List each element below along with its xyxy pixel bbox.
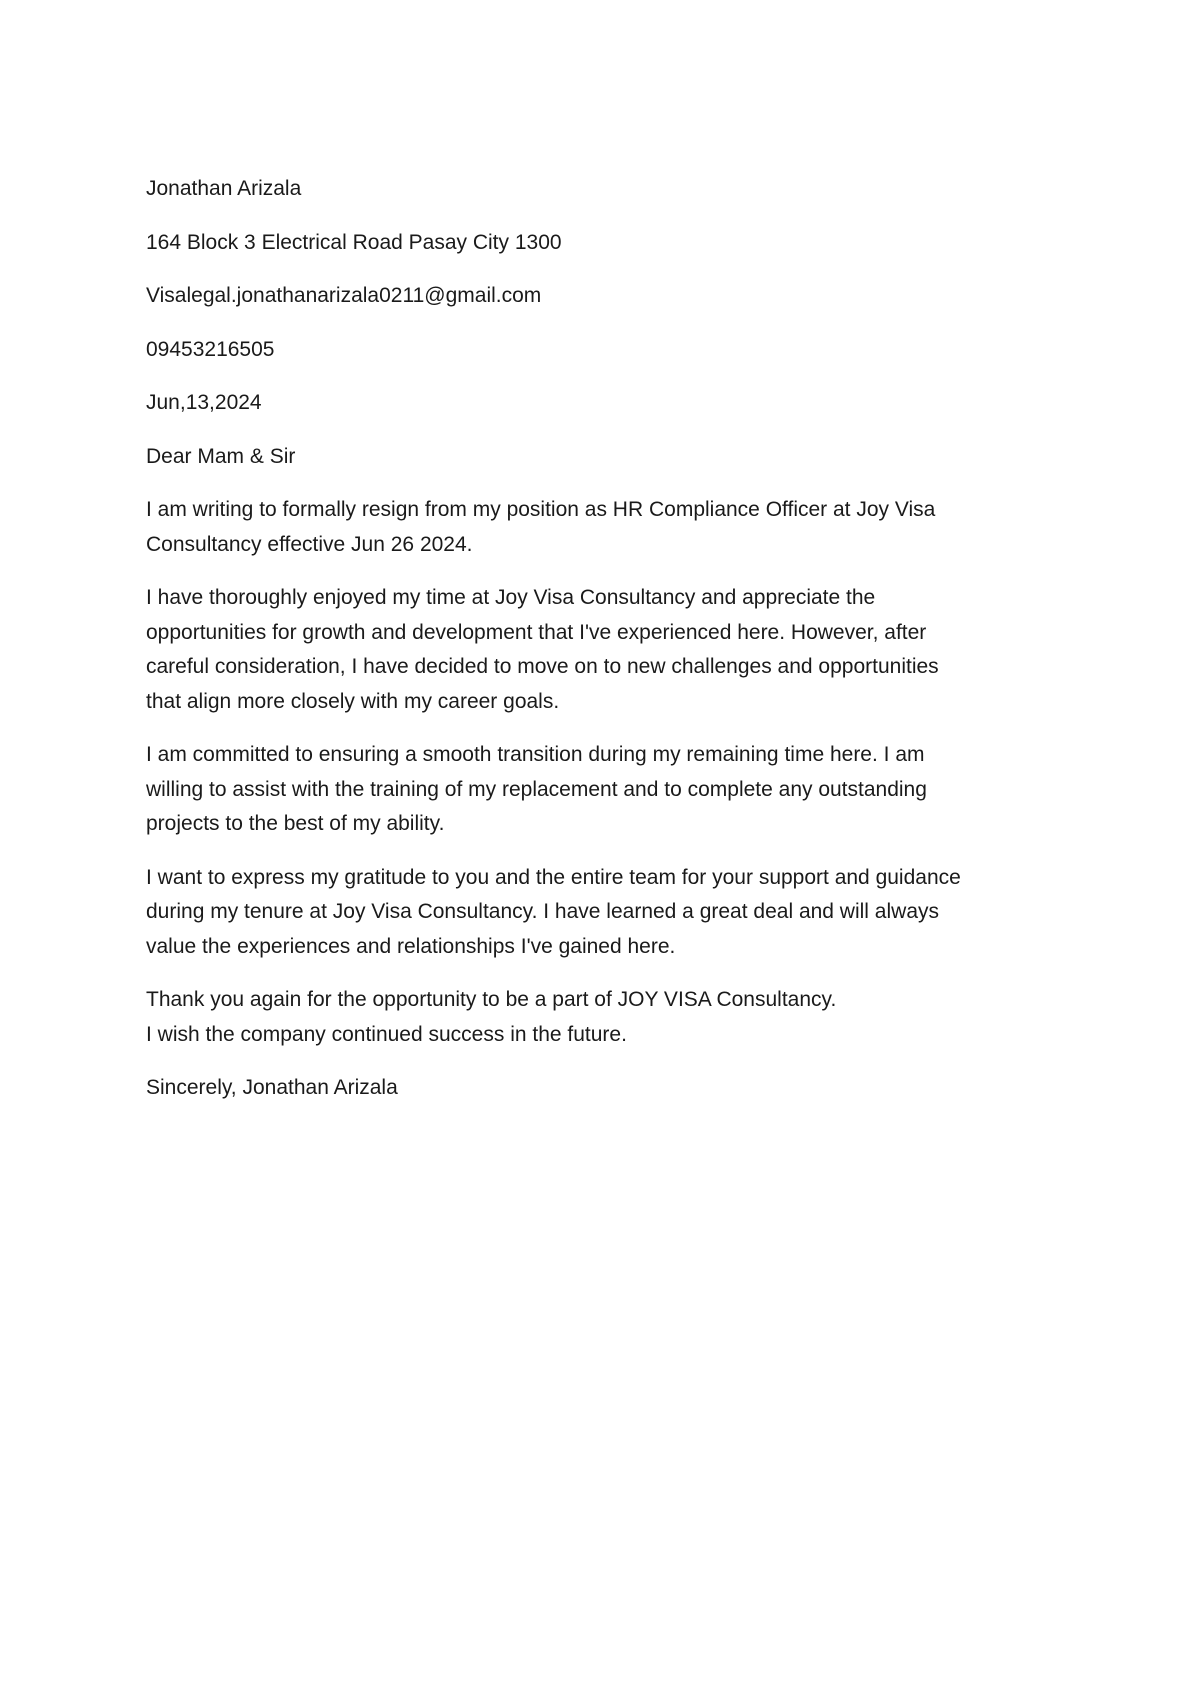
paragraph-transition [146,738,1076,842]
paragraph-line: Thank you again for the opportunity to be a part of JOY VISA Consultancy. [146,988,837,1011]
salutation: Dear Mam & Sir [146,444,296,468]
paragraph-line: during my tenure at Joy Visa Consultancy. I have learned a great deal and will always [146,900,939,923]
closing-signature: Sincerely, Jonathan Arizala [146,1076,398,1099]
paragraph-line: careful consideration, I have decided to move on to new challenges and opportunities [146,655,939,678]
paragraph-line: willing to assist with the training of my replacement and to complete any outstanding [146,777,927,801]
paragraph-line: Consultancy effective Jun 26 2024. [146,532,473,556]
resignation-letter [146,172,1076,1125]
paragraph-line: I want to express my gratitude to you and the entire team for your support and guidance [146,865,961,889]
paragraph-line: value the experiences and relationships I've gained here. [146,934,676,958]
paragraph-line: I wish the company continued success in the future. [146,1022,627,1046]
paragraph-line: I am writing to formally resign from my position as HR Compliance Officer at Joy Visa [146,498,936,521]
sender-email: Visalegal.jonathanarizala0211@gmail.com [146,284,542,307]
paragraph-line: projects to the best of my ability. [146,812,445,835]
paragraph-line: I have thoroughly enjoyed my time at Joy Visa Consultancy and appreciate the [146,586,876,609]
letter-date: Jun,13,2024 [146,391,262,414]
sender-name: Jonathan Arizala [146,177,302,200]
sender-phone: 09453216505 [146,337,275,361]
paragraph-appreciation [146,581,1076,719]
paragraph-line: that align more closely with my career goals. [146,689,560,713]
paragraph-gratitude [146,861,1076,965]
paragraph-line: I am committed to ensuring a smooth transition during my remaining time here. I am [146,743,925,766]
sender-address: 164 Block 3 Electrical Road Pasay City 1300 [146,230,562,254]
paragraph-line: opportunities for growth and development that I've experienced here. However, after [146,620,927,644]
paragraph-thanks [146,983,1076,1052]
paragraph-resignation-notice [146,493,1076,562]
